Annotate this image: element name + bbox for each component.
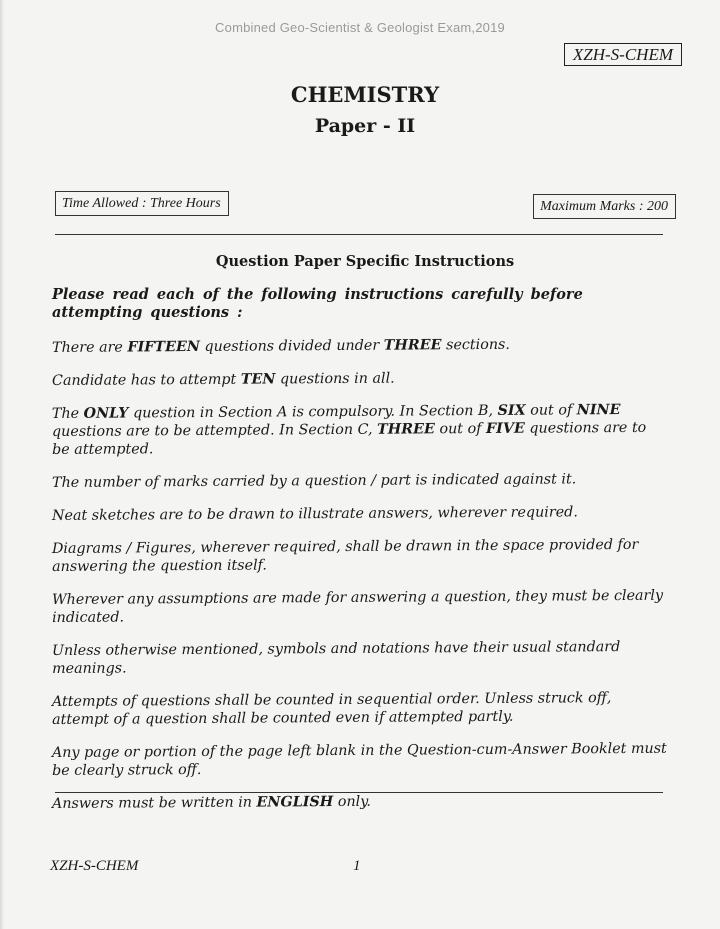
- instruction-text: out of: [434, 420, 487, 438]
- instruction-item: [52, 740, 667, 780]
- instructions-lead: Please read each of the following instructions carefully before attempting questions :: [52, 286, 583, 321]
- instruction-item: [52, 470, 667, 492]
- instruction-text: Any page or portion of the page left blank in the Question-cum-Answer Booklet must be clearly struck off.: [51, 740, 667, 779]
- exam-stamp: Combined Geo-Scientist & Geologist Exam,2019: [215, 20, 505, 35]
- instruction-emphasis: THREE: [383, 337, 442, 354]
- instruction-text: The number of marks carried by a question / part is indicated against it.: [51, 471, 577, 491]
- instruction-emphasis: NINE: [576, 402, 621, 419]
- instruction-emphasis: THREE: [377, 421, 435, 438]
- instruction-text: only.: [333, 793, 371, 811]
- instruction-text: questions are to be attempted. In Section C,: [51, 421, 378, 440]
- page-title: CHEMISTRY: [290, 82, 440, 107]
- divider-bottom: [55, 792, 663, 793]
- instruction-text: questions in all.: [275, 370, 395, 388]
- instruction-text: questions divided under: [199, 337, 384, 355]
- instruction-emphasis: FIVE: [485, 420, 525, 437]
- instruction-text: Answers must be written in: [51, 794, 257, 812]
- instruction-text: questions are to be attempted.: [52, 419, 647, 458]
- paper-subtitle: Paper - II: [314, 115, 416, 137]
- instruction-text: Candidate has to attempt: [51, 371, 241, 389]
- instruction-item: [52, 401, 667, 459]
- maximum-marks-box: Maximum Marks : 200: [533, 194, 676, 219]
- instruction-item: [52, 536, 667, 576]
- instruction-emphasis: TEN: [240, 371, 276, 388]
- instruction-item: [52, 791, 667, 813]
- instruction-text: Attempts of questions shall be counted in sequential order. Unless struck off, attempt of a question shall be counted even if attempted partly.: [51, 690, 612, 728]
- instruction-item: [52, 368, 667, 390]
- instruction-text: Wherever any assumptions are made for answering a question, they must be clearly indicated.: [51, 587, 664, 626]
- instruction-item: [52, 638, 667, 678]
- instruction-item: [52, 689, 667, 729]
- instruction-item: [52, 587, 667, 627]
- instruction-text: Unless otherwise mentioned, symbols and notations have their usual standard meanings.: [51, 639, 621, 677]
- divider-top: [55, 234, 663, 235]
- footer-paper-code: XZH-S-CHEM: [50, 858, 139, 874]
- instruction-text: The: [51, 405, 84, 423]
- instructions-block: [52, 286, 667, 828]
- instruction-emphasis: ENGLISH: [256, 794, 334, 811]
- scan-edge: [0, 0, 4, 929]
- instruction-text: Neat sketches are to be drawn to illustrate answers, wherever required.: [51, 504, 578, 524]
- instruction-emphasis: ONLY: [83, 405, 129, 422]
- instruction-text: Diagrams / Figures, wherever required, shall be drawn in the space provided for answering the question itself.: [51, 536, 639, 575]
- instructions-list: [51, 336, 667, 813]
- instruction-item: [52, 503, 667, 525]
- page-number: 1: [353, 858, 361, 874]
- instruction-emphasis: SIX: [497, 402, 526, 419]
- instruction-text: sections.: [441, 336, 510, 354]
- instructions-heading: Question Paper Specific Instructions: [215, 253, 515, 270]
- instruction-text: question in Section A is compulsory. In Section B,: [128, 402, 498, 422]
- instruction-item: [52, 335, 667, 357]
- time-allowed-box: Time Allowed : Three Hours: [55, 191, 229, 216]
- instruction-emphasis: FIFTEEN: [127, 338, 200, 356]
- instruction-text: There are: [51, 339, 128, 356]
- instruction-text: out of: [525, 402, 577, 419]
- paper-code-box: XZH-S-CHEM: [564, 43, 682, 66]
